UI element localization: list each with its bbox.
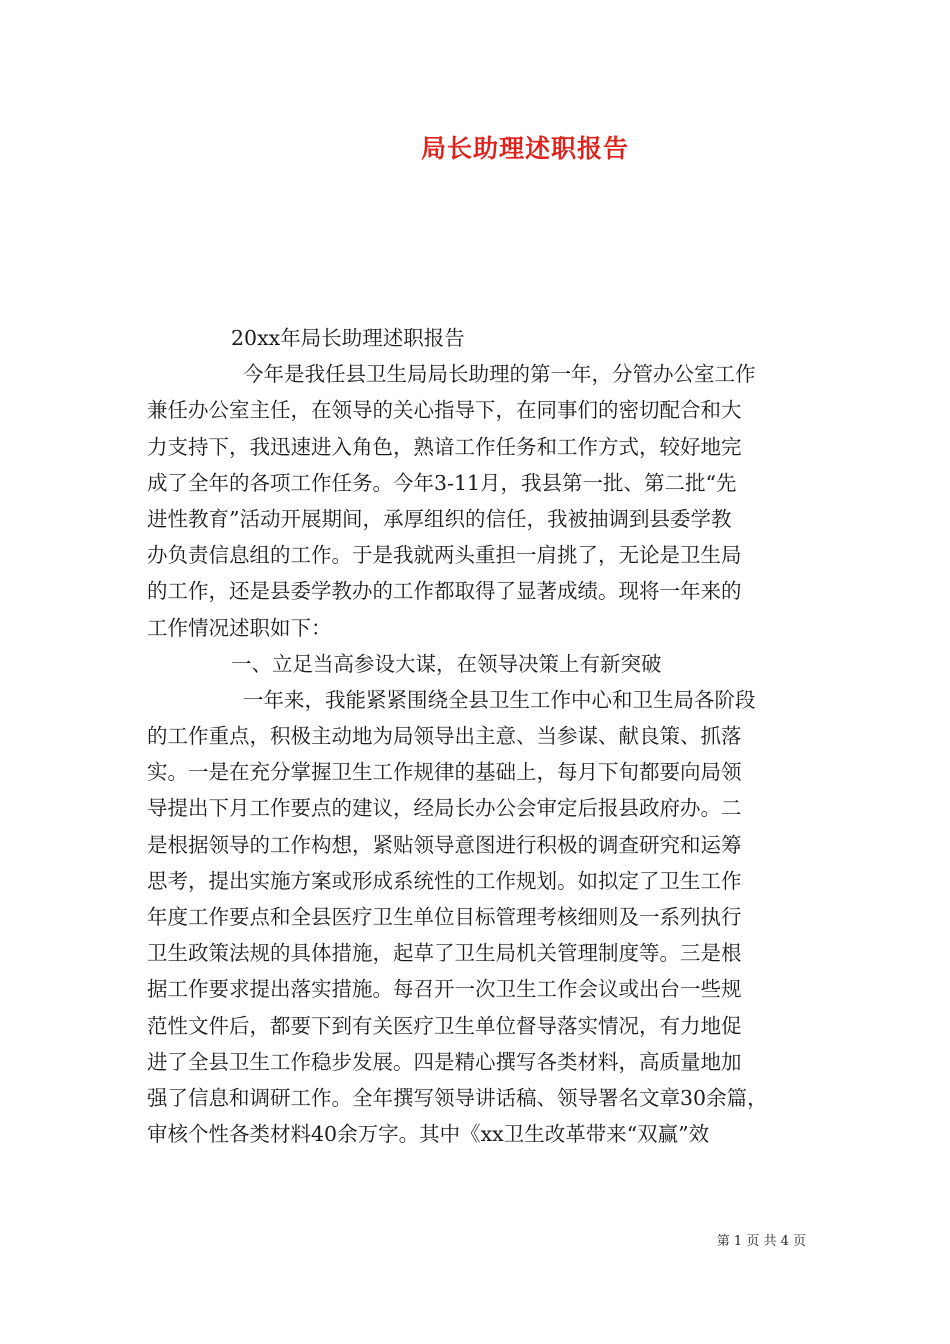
paragraph-line: 思考，提出实施方案或形成系统性的工作规划。如拟定了卫生工作 [147,868,742,893]
paragraph-line: 力支持下，我迅速进入角色，熟谙工作任务和工作方式，较好地完 [147,434,742,459]
section-heading: 一、立足当高参设大谋，在领导决策上有新突破 [231,651,662,676]
paragraph-line: 进了全县卫生工作稳步发展。四是精心撰写各类材料，高质量地加 [147,1049,742,1074]
paragraph-line: 实。一是在充分掌握卫生工作规律的基础上，每月下旬都要向局领 [147,760,742,785]
document-body [147,320,807,1152]
paragraph-line: 进性教育”活动开展期间，承厚组织的信任，我被抽调到县委学教 [147,506,732,531]
paragraph-line: 的工作，还是县委学教办的工作都取得了显著成绩。现将一年来的 [147,579,742,604]
paragraph-line: 据工作要求提出落实措施。每召开一次卫生工作会议或出台一些规 [147,977,742,1002]
paragraph-line: 的工作重点，积极主动地为局领导出主意、当参谋、献良策、抓落 [147,724,742,749]
paragraph-line: 年度工作要点和全县医疗卫生单位目标管理考核细则及一系列执行 [147,905,742,929]
paragraph-line: 今年是我任县卫生局局长助理的第一年，分管办公室工作 [243,362,756,387]
page-footer: 第 1 页 共 4 页 [716,1234,806,1249]
paragraph-line: 是根据领导的工作构想，紧贴领导意图进行积极的调查研究和运筹 [147,832,742,857]
paragraph-line: 范性文件后，都要下到有关医疗卫生单位督导落实情况，有力地促 [147,1013,742,1038]
paragraph-line: 办负责信息组的工作。于是我就两头重担一肩挑了，无论是卫生局 [147,543,742,568]
paragraph-line: 导提出下月工作要点的建议，经局长办公会审定后报县政府办。二 [147,796,742,821]
paragraph-line: 兼任办公室主任，在领导的关心指导下，在同事们的密切配合和大 [147,398,742,423]
paragraph-line: 成了全年的各项工作任务。今年3-11月，我县第一批、第二批“先 [147,470,737,495]
paragraph-line: 强了信息和调研工作。全年撰写领导讲话稿、领导署名文章30余篇， [147,1085,768,1110]
paragraph-line: 工作情况述职如下： [147,615,332,640]
paragraph-line: 审核个性各类材料40余万字。其中《xx卫生改革带来“双赢”效 [147,1122,710,1147]
page-title: 局长助理述职报告 [420,134,629,163]
paragraph-line: 一年来，我能紧紧围绕全县卫生工作中心和卫生局各阶段 [243,687,756,712]
subtitle-line: 20xx年局长助理述职报告 [231,326,465,350]
paragraph-line: 卫生政策法规的具体措施，起草了卫生局机关管理制度等。三是根 [147,941,742,966]
